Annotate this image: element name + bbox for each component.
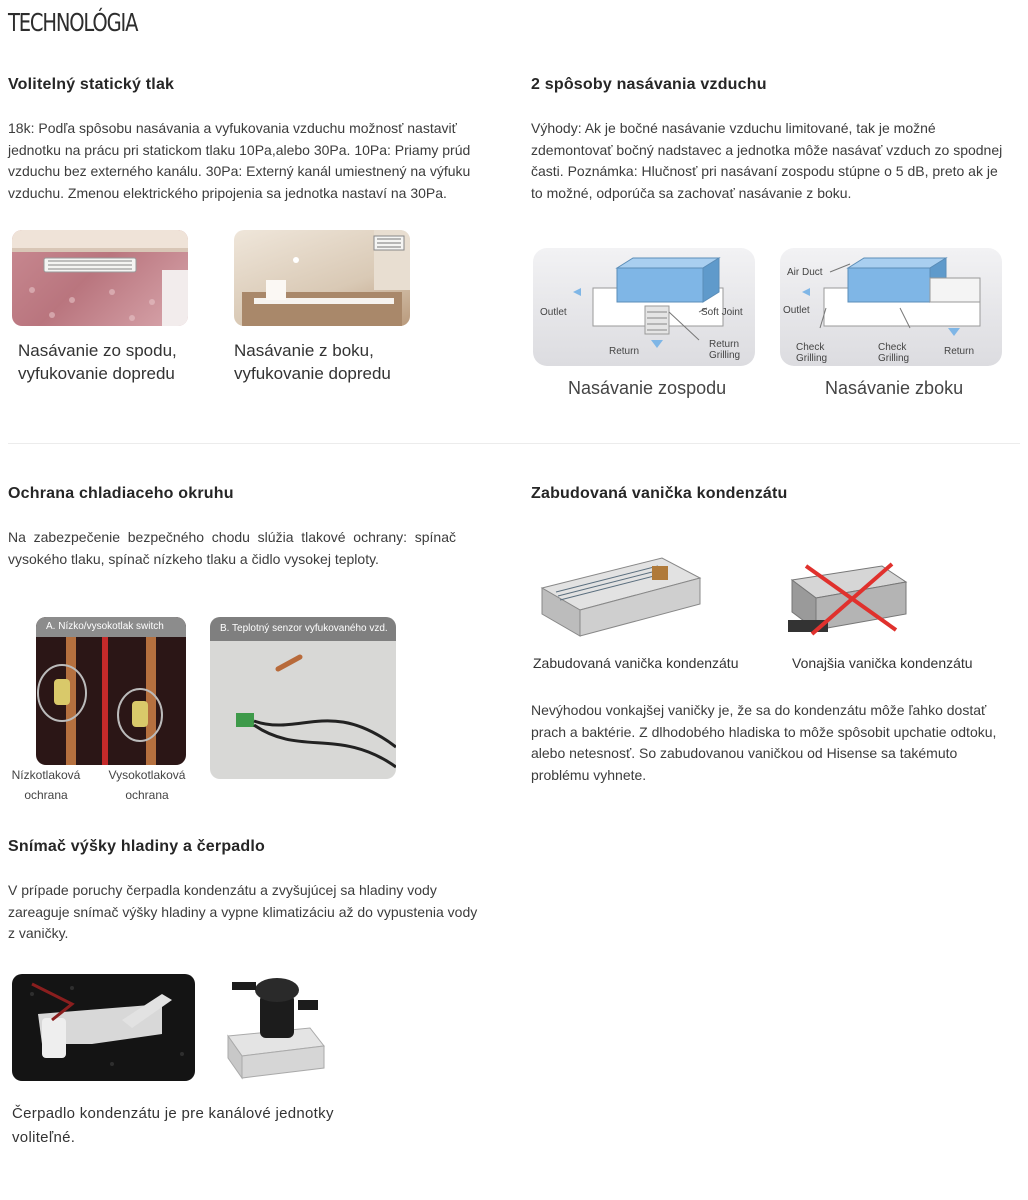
caption-low-pressure: Nízkotlaková ochrana (11, 768, 81, 802)
diag2-outlet-label: Outlet (783, 305, 810, 316)
diagram-bottom-intake-caption: Nasávanie zospodu (568, 378, 727, 398)
diag2-return-label: Return (944, 346, 975, 357)
condensate-tray-text: Nevýhodou vonkajšej vaničky je, že sa do kondenzátu môže ľahko dostať prach a baktérie. Z dlhodobého hladiska to môže spôsobit upchatie odtoku, alebo netesnosť. So zabudovanou vaničkou od Hisense sa takémuto problému vyhnete. (531, 702, 997, 783)
caption-side-intake: Nasávanie z boku, vyfukovanie dopredu (234, 341, 391, 383)
condensate-pump-image (224, 966, 328, 1082)
pressure-switch-photo (36, 617, 186, 765)
diag2-check-grilling-1-label: Check Grilling (796, 342, 828, 364)
level-sensor-illustration (12, 974, 195, 1081)
room-photo-side-intake (234, 230, 410, 326)
section-divider (8, 443, 1020, 444)
diag1-return-label: Return (609, 346, 640, 357)
caption-builtin-tray: Zabudovaná vanička kondenzátu (533, 655, 739, 671)
pressure-switch-illustration (36, 617, 186, 765)
level-sensor-text: V prípade poruchy čerpadla kondenzátu a zvyšujúcej sa hladiny vody zareaguje snímač výšky hladiny a vypne klimatizáciu až do vypustenia vody z vaničky. (8, 882, 478, 941)
air-intake-title: 2 spôsoby nasávania vzduchu (531, 76, 767, 93)
diagram-side-intake-caption: Nasávanie zboku (825, 378, 964, 398)
pump-caption: Čerpadlo kondenzátu je pre kanálové jednotky voliteľné. (12, 1105, 334, 1146)
diag2-air-duct-label: Air Duct (787, 267, 823, 278)
air-intake-text: Výhody: Ak je bočné nasávanie vzduchu limitované, tak je možné zdemontovať bočný nadstavec a jednotka môže nasávať vzduch zo spodnej časti. Poznámka: Hlučnosť pri nasávaní zospodu stúpne o 5 dB, preto ak je to možné, odporúča sa zachovať nasávanie z boku. (531, 120, 1003, 201)
diag1-soft-joint-label: Soft Joint (701, 307, 743, 318)
room-bottom-intake-illustration (12, 230, 188, 326)
pressure-switch-photo-label: A. Nízko/vysokotlak switch (36, 617, 186, 637)
builtin-tray-unit-image (532, 548, 702, 638)
page-title: TECHNOLÓGIA (8, 8, 138, 37)
static-pressure-title: Volitelný statický tlak (8, 76, 175, 93)
caption-high-pressure: Vysokotlaková ochrana (108, 768, 186, 802)
caption-bottom-intake: Nasávanie zo spodu, vyfukovanie dopredu (18, 341, 177, 383)
diagram-bottom-intake (533, 248, 755, 366)
temperature-sensor-illustration (210, 617, 396, 779)
temperature-sensor-photo (210, 617, 396, 779)
static-pressure-text: 18k: Podľa spôsobu nasávania a vyfukovania vzduchu možnosť nastaviť jednotku na prácu pri statickom tlaku 10Pa,alebo 30Pa. 10Pa: Priamy prúd vzduchu bez externého kanálu. 30Pa: Externý kanál umiestnený na výfuku vzduchu. Zmenou elektrického pripojenia sa jednotka nastaví na 30Pa. (8, 120, 471, 201)
external-tray-unit-image (782, 560, 912, 640)
level-sensor-photo (12, 974, 195, 1081)
refrigerant-protection-title: Ochrana chladiaceho okruhu (8, 485, 234, 502)
refrigerant-protection-text: Na zabezpečenie bezpečného chodu slúžia tlakové ochrany: spínač vysokého tlaku, spínač nízkeho tlaku a čidlo vysokej teploty. (8, 529, 456, 567)
room-photo-bottom-intake (12, 230, 188, 326)
caption-external-tray: Vonajšia vanička kondenzátu (792, 655, 973, 671)
diagram-side-intake (780, 248, 1002, 366)
condensate-tray-title: Zabudovaná vanička kondenzátu (531, 485, 788, 502)
temperature-sensor-photo-label: B. Teplotný senzor vyfukovaného vzd. (210, 617, 396, 641)
diag2-check-grilling-2-label: Check Grilling (878, 342, 910, 364)
room-side-intake-illustration (234, 230, 410, 326)
diag1-outlet-label: Outlet (540, 307, 567, 318)
level-sensor-title: Snímač výšky hladiny a čerpadlo (8, 838, 265, 855)
diag1-return-grilling-label: Return Grilling (709, 339, 741, 361)
